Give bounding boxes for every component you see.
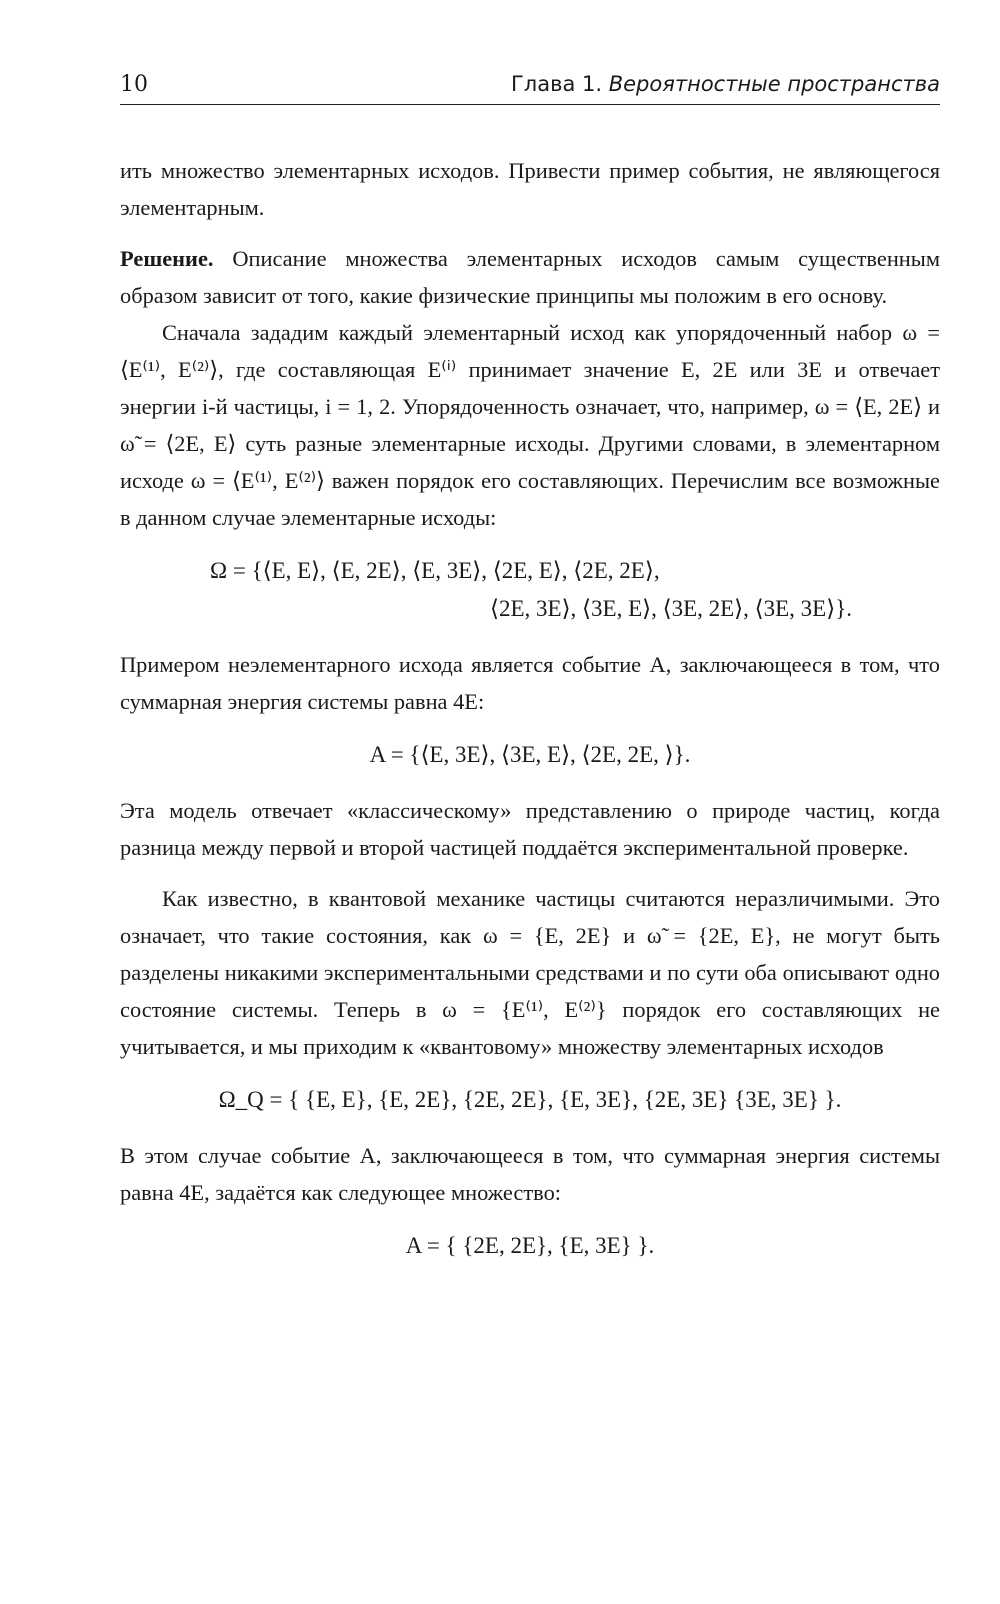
formula-omega-q: Ω_Q = { {E, E}, {E, 2E}, {2E, 2E}, {E, 3E}, {2E, 3E} {3E, 3E} }. xyxy=(218,1087,842,1112)
page-number: 10 xyxy=(120,72,148,97)
solution-text: Описание множества элементарных исходов самым существенным образом зависит от того, какие физические принципы мы положим в его основу. xyxy=(120,246,940,308)
paragraph-4: Примером неэлементарного исхода является событие A, заключающееся в том, что суммарная энергия системы равна 4E: xyxy=(120,652,940,714)
page-body xyxy=(120,152,940,1283)
paragraph-5: Эта модель отвечает «классическому» представлению о природе частиц, когда разница между первой и второй частицей поддаётся экспериментальной проверке. xyxy=(120,798,940,860)
formula-omega-line-1: Ω = {⟨E, E⟩, ⟨E, 2E⟩, ⟨E, 3E⟩, ⟨2E, E⟩, ⟨2E, 2E⟩, xyxy=(210,558,660,583)
paragraph-1: ить множество элементарных исходов. Привести пример события, не являющегося элементарным. xyxy=(120,158,940,220)
paragraph-3: Сначала зададим каждый элементарный исход как упорядоченный набор ω = ⟨E⁽¹⁾, E⁽²⁾⟩, где составляющая E⁽ⁱ⁾ принимает значение E, 2E или 3E и отвечает энергии i-й частицы, i = 1, 2. Упорядоченность означает, что, например, ω = ⟨E, 2E⟩ и ω̃ = ⟨2E, E⟩ суть разные элементарные исходы. Другими словами, в элементарном исходе ω = ⟨E⁽¹⁾, E⁽²⁾⟩ важен порядок его составляющих. Перечислим все возможные в данном случае элементарные исходы: xyxy=(120,320,940,530)
running-head xyxy=(511,72,940,96)
solution-label: Решение. xyxy=(120,246,214,271)
chapter-title: Вероятностные пространства xyxy=(608,72,940,96)
formula-omega xyxy=(120,552,940,628)
paragraph-7: В этом случае событие A, заключающееся в том, что суммарная энергия системы равна 4E, задаётся как следующее множество: xyxy=(120,1143,940,1205)
formula-event-a-quantum: A = { {2E, 2E}, {E, 3E} }. xyxy=(405,1233,655,1258)
chapter-label: Глава 1. xyxy=(510,72,603,96)
solution-paragraph xyxy=(120,240,940,314)
page-header xyxy=(120,64,940,105)
formula-omega-line-2: ⟨2E, 3E⟩, ⟨3E, E⟩, ⟨3E, 2E⟩, ⟨3E, 3E⟩}. xyxy=(490,596,852,621)
paragraph-6: Как известно, в квантовой механике частицы считаются неразличимыми. Это означает, что такие состояния, как ω = {E, 2E} и ω̃ = {2E, E}, не могут быть разделены никакими экспериментальными средствами и по сути оба описывают одно состояние системы. Теперь в ω = {E⁽¹⁾, E⁽²⁾} порядок его составляющих не учитывается, и мы приходим к «квантовому» множеству элементарных исходов xyxy=(120,886,940,1059)
formula-event-a: A = {⟨E, 3E⟩, ⟨3E, E⟩, ⟨2E, 2E, ⟩}. xyxy=(369,742,691,767)
